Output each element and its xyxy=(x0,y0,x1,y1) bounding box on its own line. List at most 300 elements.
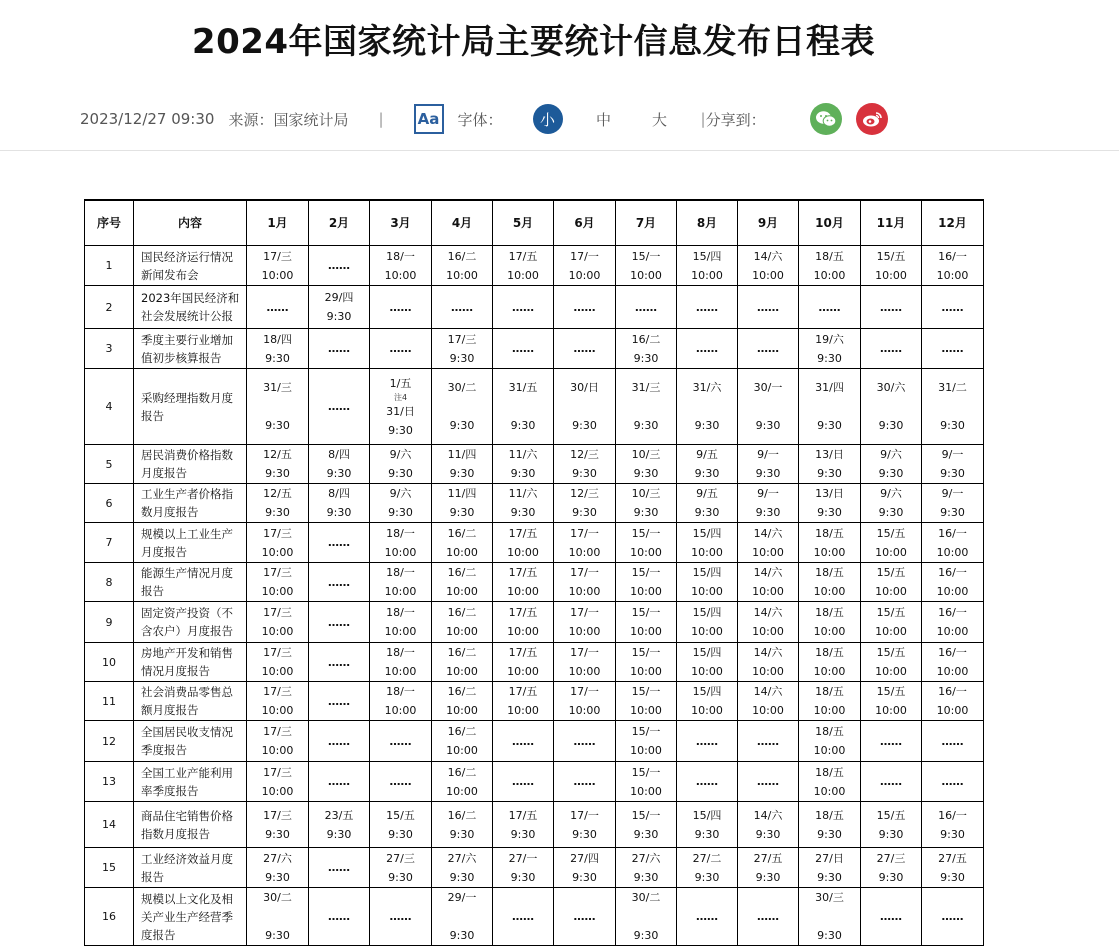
release-content: 规模以上工业生产月度报告 xyxy=(134,523,247,563)
release-date-cell xyxy=(247,848,309,888)
weibo-share-button[interactable] xyxy=(856,103,888,135)
cell-line: 9:30 xyxy=(265,827,290,841)
cell-line: …… xyxy=(573,775,596,788)
release-date-cell xyxy=(247,563,309,602)
page-title: 2024年国家统计局主要统计信息发布日程表 xyxy=(191,22,876,62)
release-date-cell xyxy=(616,721,677,762)
cell-line: 注4 xyxy=(393,392,408,402)
row-number: 7 xyxy=(85,523,134,563)
column-header: 3月 xyxy=(370,200,432,246)
cell-line: 10:00 xyxy=(936,545,969,559)
release-date-cell xyxy=(554,682,616,721)
cell-line: 9:30 xyxy=(940,506,965,519)
release-date-cell xyxy=(370,848,432,888)
release-content: 能源生产情况月度报告 xyxy=(134,563,247,602)
release-date-cell xyxy=(861,643,922,682)
cell-line: 10:00 xyxy=(446,268,478,282)
cell-line: 30/二 xyxy=(263,891,292,904)
release-date-cell xyxy=(493,888,554,946)
row-number: 9 xyxy=(85,602,134,643)
cell-line: 11/四 xyxy=(447,487,477,500)
release-date-cell xyxy=(432,329,493,369)
release-date-cell xyxy=(616,445,677,484)
cell-line: 9:30 xyxy=(694,870,720,884)
release-date-cell xyxy=(616,369,677,445)
cell-line: 9:30 xyxy=(817,506,842,519)
cell-line: 18/五 xyxy=(815,725,844,738)
release-date-cell xyxy=(799,848,861,888)
release-date-cell xyxy=(554,848,616,888)
cell-line: 16/二 xyxy=(447,249,477,263)
release-date-cell xyxy=(493,445,554,484)
row-number: 14 xyxy=(85,802,134,848)
font-size-label: 字体： xyxy=(457,110,503,129)
release-date-cell xyxy=(799,762,861,802)
cell-line: 16/二 xyxy=(447,808,477,822)
cell-line: 31/四 xyxy=(815,381,844,394)
release-date-cell xyxy=(861,286,922,329)
release-date-cell xyxy=(554,762,616,802)
cell-line xyxy=(799,397,860,416)
release-date-cell xyxy=(432,682,493,721)
cell-line: 27/二 xyxy=(692,851,722,865)
font-size-large-button[interactable]: 大 xyxy=(652,110,668,129)
release-date-cell xyxy=(247,484,309,523)
font-size-medium-button[interactable]: 中 xyxy=(596,110,612,129)
cell-line: 9:30 xyxy=(449,870,475,884)
row-number: 13 xyxy=(85,762,134,802)
column-header: 序号 xyxy=(85,200,134,246)
release-date-cell xyxy=(247,329,309,369)
cell-line: 10:00 xyxy=(813,704,846,717)
cell-line: 10:00 xyxy=(691,545,723,559)
cell-line: 14/六 xyxy=(753,646,783,659)
cell-line xyxy=(799,907,860,926)
cell-line: 27/四 xyxy=(570,851,599,865)
release-date-cell xyxy=(432,888,493,946)
column-header: 9月 xyxy=(738,200,799,246)
cell-line: …… xyxy=(757,300,779,314)
cell-line: 18/五 xyxy=(815,765,844,779)
cell-line: 17/一 xyxy=(570,526,599,540)
release-content: 规模以上文化及相关产业生产经营季度报告 xyxy=(134,888,247,946)
cell-line: …… xyxy=(389,734,412,748)
release-date-cell xyxy=(677,802,738,848)
release-date-cell xyxy=(432,369,493,445)
cell-line: 10:00 xyxy=(261,784,294,798)
cell-line: 10:00 xyxy=(936,704,969,717)
cell-line: 9:30 xyxy=(388,467,413,480)
cell-line: 18/五 xyxy=(815,526,844,540)
table-row xyxy=(85,329,984,369)
row-number: 4 xyxy=(85,369,134,445)
release-date-cell xyxy=(922,246,984,286)
release-date-cell xyxy=(309,369,370,445)
cell-line: 16/一 xyxy=(938,646,967,659)
cell-line: 10:00 xyxy=(630,704,662,717)
cell-line: …… xyxy=(880,342,902,355)
release-date-cell xyxy=(616,848,677,888)
cell-line: 31/日 xyxy=(386,404,415,418)
release-date-cell xyxy=(309,523,370,563)
cell-line: 10:00 xyxy=(261,585,294,598)
release-date-cell xyxy=(738,484,799,523)
cell-line: …… xyxy=(328,575,350,589)
cell-line: 31/二 xyxy=(938,381,967,394)
cell-line: 11/四 xyxy=(447,448,477,461)
cell-line: 9:30 xyxy=(265,351,290,365)
release-date-cell xyxy=(247,802,309,848)
release-date-cell xyxy=(861,802,922,848)
release-date-cell xyxy=(738,802,799,848)
cell-line: 10:00 xyxy=(752,704,784,717)
cell-line: 15/一 xyxy=(631,526,661,540)
release-date-cell xyxy=(554,445,616,484)
wechat-share-button[interactable] xyxy=(810,103,842,135)
cell-line: …… xyxy=(512,910,534,923)
release-content: 社会消费品零售总额月度报告 xyxy=(134,682,247,721)
cell-line: 18/五 xyxy=(815,249,844,263)
release-date-cell xyxy=(309,848,370,888)
cell-line: 9/五 xyxy=(696,448,718,461)
cell-line: …… xyxy=(266,300,289,314)
table-row xyxy=(85,848,984,888)
release-date-cell xyxy=(922,762,984,802)
release-date-cell xyxy=(493,848,554,888)
release-date-cell xyxy=(738,286,799,329)
release-date-cell xyxy=(861,888,922,946)
cell-line xyxy=(554,397,615,416)
cell-line: 9:30 xyxy=(878,827,904,841)
cell-line: 10:00 xyxy=(568,625,601,638)
release-date-cell xyxy=(309,721,370,762)
cell-line: 10:00 xyxy=(691,268,723,282)
cell-line: 15/四 xyxy=(692,808,722,822)
release-content: 固定资产投资（不含农户）月度报告 xyxy=(134,602,247,643)
cell-line: 10:00 xyxy=(691,585,723,598)
cell-line: 9:30 xyxy=(510,870,536,884)
cell-line: 27/五 xyxy=(938,851,967,865)
cell-line: 17/一 xyxy=(570,566,599,579)
cell-line: …… xyxy=(328,694,350,708)
release-date-cell xyxy=(554,246,616,286)
release-date-cell xyxy=(309,246,370,286)
release-date-cell xyxy=(738,445,799,484)
cell-line: 10:00 xyxy=(384,545,417,559)
cell-line: …… xyxy=(941,775,964,788)
cell-line: 10:00 xyxy=(507,625,539,638)
cell-line: 16/二 xyxy=(447,606,477,619)
cell-line: 9:30 xyxy=(449,506,475,519)
release-date-cell xyxy=(738,682,799,721)
cell-line: 9:30 xyxy=(817,827,842,841)
release-date-cell xyxy=(432,445,493,484)
cell-line: 17/一 xyxy=(570,808,599,822)
cell-line: 17/五 xyxy=(508,249,538,263)
cell-line: 10:00 xyxy=(384,625,417,638)
cell-line: …… xyxy=(328,342,350,355)
release-date-cell xyxy=(922,523,984,563)
release-date-cell xyxy=(247,682,309,721)
cell-line: 9:30 xyxy=(449,827,475,841)
release-date-cell xyxy=(616,762,677,802)
cell-line: 10:00 xyxy=(507,665,539,678)
release-date-cell xyxy=(738,721,799,762)
cell-line: 9:30 xyxy=(510,506,536,519)
cell-line: …… xyxy=(573,910,596,923)
cell-line: 10:00 xyxy=(507,545,539,559)
table-row xyxy=(85,602,984,643)
cell-line: 15/五 xyxy=(876,606,906,619)
cell-line: 9:30 xyxy=(817,351,842,365)
cell-line: 13/日 xyxy=(815,448,844,461)
release-date-cell xyxy=(677,286,738,329)
cell-line: 17/三 xyxy=(263,808,292,822)
cell-line: 9:30 xyxy=(265,506,290,519)
cell-line: 16/二 xyxy=(631,332,661,346)
cell-line: 10:00 xyxy=(507,268,539,282)
cell-line: 9:30 xyxy=(265,467,290,480)
release-date-cell xyxy=(738,762,799,802)
release-date-cell xyxy=(677,721,738,762)
cell-line: 15/四 xyxy=(692,526,722,540)
cell-line: …… xyxy=(389,775,412,788)
cell-line: 10:00 xyxy=(691,665,723,678)
cell-line: 9:30 xyxy=(572,506,597,519)
release-date-cell xyxy=(799,721,861,762)
release-date-cell xyxy=(370,762,432,802)
release-date-cell xyxy=(554,369,616,445)
release-date-cell xyxy=(799,682,861,721)
release-date-cell xyxy=(370,484,432,523)
cell-line: 18/五 xyxy=(815,606,844,619)
cell-line: 10:00 xyxy=(936,625,969,638)
release-date-cell xyxy=(922,286,984,329)
release-date-cell xyxy=(616,602,677,643)
cell-line: …… xyxy=(757,775,779,788)
cell-line: 17/五 xyxy=(508,606,538,619)
cell-line: 9/六 xyxy=(389,448,412,461)
cell-line: 9:30 xyxy=(878,467,904,480)
release-date-cell xyxy=(370,682,432,721)
column-header: 8月 xyxy=(677,200,738,246)
row-number: 6 xyxy=(85,484,134,523)
release-date-cell xyxy=(922,445,984,484)
cell-line: 18/一 xyxy=(386,249,415,263)
release-date-cell xyxy=(861,762,922,802)
font-toggle-icon[interactable]: Aa xyxy=(414,104,444,134)
cell-line: 16/一 xyxy=(938,808,967,822)
release-date-cell xyxy=(432,484,493,523)
release-date-cell xyxy=(677,445,738,484)
cell-line: 16/二 xyxy=(447,646,477,659)
cell-line: 10:00 xyxy=(261,268,294,282)
source-label: 来源：国家统计局 xyxy=(228,110,349,129)
release-date-cell xyxy=(616,643,677,682)
cell-line: 17/五 xyxy=(508,526,538,540)
release-date-cell xyxy=(799,329,861,369)
cell-line: 14/六 xyxy=(753,685,783,698)
cell-line: 9:30 xyxy=(878,506,904,519)
font-size-small-button[interactable]: 小 xyxy=(533,104,563,134)
release-date-cell xyxy=(861,246,922,286)
cell-line: 13/日 xyxy=(815,487,844,500)
cell-line xyxy=(247,907,308,926)
cell-line: 19/六 xyxy=(815,332,844,346)
release-date-cell xyxy=(247,643,309,682)
release-date-cell xyxy=(799,523,861,563)
cell-line: 15/一 xyxy=(631,725,661,738)
cell-line: 9:30 xyxy=(940,827,965,841)
release-date-cell xyxy=(370,246,432,286)
release-date-cell xyxy=(554,329,616,369)
cell-line: 9:30 xyxy=(510,827,536,841)
table-row xyxy=(85,484,984,523)
release-date-cell xyxy=(677,602,738,643)
release-content: 工业经济效益月度报告 xyxy=(134,848,247,888)
cell-line xyxy=(738,397,798,416)
cell-line: 9:30 xyxy=(817,419,842,432)
cell-line: 9:30 xyxy=(940,467,965,480)
release-content: 居民消费价格指数月度报告 xyxy=(134,445,247,484)
cell-line: 10:00 xyxy=(261,665,294,678)
cell-line: 31/六 xyxy=(692,381,722,394)
release-date-cell xyxy=(432,246,493,286)
article-meta-bar xyxy=(80,100,1080,138)
release-date-cell xyxy=(738,369,799,445)
release-date-cell xyxy=(493,762,554,802)
cell-line: 12/五 xyxy=(263,448,292,461)
cell-line: 15/一 xyxy=(631,249,661,263)
column-header: 11月 xyxy=(861,200,922,246)
cell-line: 10:00 xyxy=(261,744,294,757)
header-divider xyxy=(0,150,1119,151)
release-date-cell xyxy=(309,484,370,523)
cell-line: 12/五 xyxy=(263,487,292,500)
cell-line: 18/一 xyxy=(386,606,415,619)
cell-line: 27/六 xyxy=(447,851,477,865)
release-date-cell xyxy=(554,286,616,329)
cell-line: 10:00 xyxy=(630,665,662,678)
release-date-cell xyxy=(432,643,493,682)
release-date-cell xyxy=(247,523,309,563)
cell-line: …… xyxy=(757,342,779,355)
cell-line: …… xyxy=(635,300,657,314)
release-date-cell xyxy=(738,888,799,946)
cell-line: 9:30 xyxy=(755,827,781,841)
release-date-cell xyxy=(370,802,432,848)
cell-line: 14/六 xyxy=(753,606,783,619)
cell-line: 30/二 xyxy=(631,891,661,904)
release-date-cell xyxy=(370,369,432,445)
cell-line: 10:00 xyxy=(875,545,907,559)
release-date-cell xyxy=(493,643,554,682)
cell-line: 18/一 xyxy=(386,685,415,698)
cell-line: 10:00 xyxy=(446,625,478,638)
cell-line: 11/六 xyxy=(508,448,538,461)
cell-line: 9:30 xyxy=(326,506,352,519)
cell-line: 10:00 xyxy=(691,704,723,717)
cell-line: 29/一 xyxy=(447,891,477,904)
cell-line: 30/日 xyxy=(570,381,599,394)
cell-line: 10:00 xyxy=(630,268,662,282)
release-date-cell xyxy=(677,484,738,523)
cell-line: 16/二 xyxy=(447,526,477,540)
release-date-cell xyxy=(370,286,432,329)
cell-line: …… xyxy=(818,300,841,314)
cell-line: 1/五 xyxy=(389,376,412,390)
release-content: 房地产开发和销售情况月度报告 xyxy=(134,643,247,682)
cell-line: 16/一 xyxy=(938,685,967,698)
cell-line: 10:00 xyxy=(446,585,478,598)
cell-line: 17/三 xyxy=(263,685,292,698)
cell-line: …… xyxy=(696,300,718,314)
release-date-cell xyxy=(309,563,370,602)
cell-line: 9:30 xyxy=(265,870,290,884)
release-date-cell xyxy=(247,602,309,643)
cell-line: 10:00 xyxy=(384,704,417,717)
release-date-cell xyxy=(370,329,432,369)
cell-line: 9:30 xyxy=(940,870,965,884)
release-date-cell xyxy=(616,246,677,286)
cell-line: 10:00 xyxy=(507,704,539,717)
cell-line: 10:00 xyxy=(936,665,969,678)
release-date-cell xyxy=(309,762,370,802)
cell-line: 9:30 xyxy=(755,467,781,480)
cell-line: 17/一 xyxy=(570,685,599,698)
cell-line: 14/六 xyxy=(753,808,783,822)
divider: | xyxy=(378,110,384,128)
cell-line: 9:30 xyxy=(755,506,781,519)
row-number: 8 xyxy=(85,563,134,602)
cell-line: 8/四 xyxy=(328,448,350,461)
release-date-cell xyxy=(247,762,309,802)
cell-line: 10:00 xyxy=(630,784,662,798)
cell-line: 16/一 xyxy=(938,606,967,619)
release-date-cell xyxy=(554,802,616,848)
release-content: 全国居民收支情况季度报告 xyxy=(134,721,247,762)
release-date-cell xyxy=(738,523,799,563)
release-date-cell xyxy=(432,563,493,602)
cell-line: …… xyxy=(328,775,350,788)
cell-line: 17/三 xyxy=(263,606,292,619)
cell-line: 9:30 xyxy=(572,870,597,884)
weibo-icon xyxy=(861,110,883,128)
cell-line: 9:30 xyxy=(388,423,413,437)
release-date-cell xyxy=(616,802,677,848)
release-date-cell xyxy=(677,246,738,286)
cell-line: 17/三 xyxy=(263,566,292,579)
release-date-cell xyxy=(861,369,922,445)
cell-line: 18/五 xyxy=(815,808,844,822)
cell-line: 11/六 xyxy=(508,487,538,500)
footnote-marker xyxy=(84,940,104,944)
cell-line: 9:30 xyxy=(326,827,352,841)
cell-line: 9:30 xyxy=(633,351,659,365)
cell-line: …… xyxy=(512,734,534,748)
release-content: 季度主要行业增加值初步核算报告 xyxy=(134,329,247,369)
release-date-cell xyxy=(493,246,554,286)
cell-line: 9:30 xyxy=(265,929,290,942)
release-date-cell xyxy=(677,643,738,682)
cell-line: 18/五 xyxy=(815,566,844,579)
cell-line xyxy=(432,907,492,926)
cell-line: 17/五 xyxy=(508,685,538,698)
release-date-cell xyxy=(922,643,984,682)
cell-line: 15/四 xyxy=(692,606,722,619)
cell-line: 9:30 xyxy=(388,506,413,519)
cell-line: 9/一 xyxy=(757,448,779,461)
